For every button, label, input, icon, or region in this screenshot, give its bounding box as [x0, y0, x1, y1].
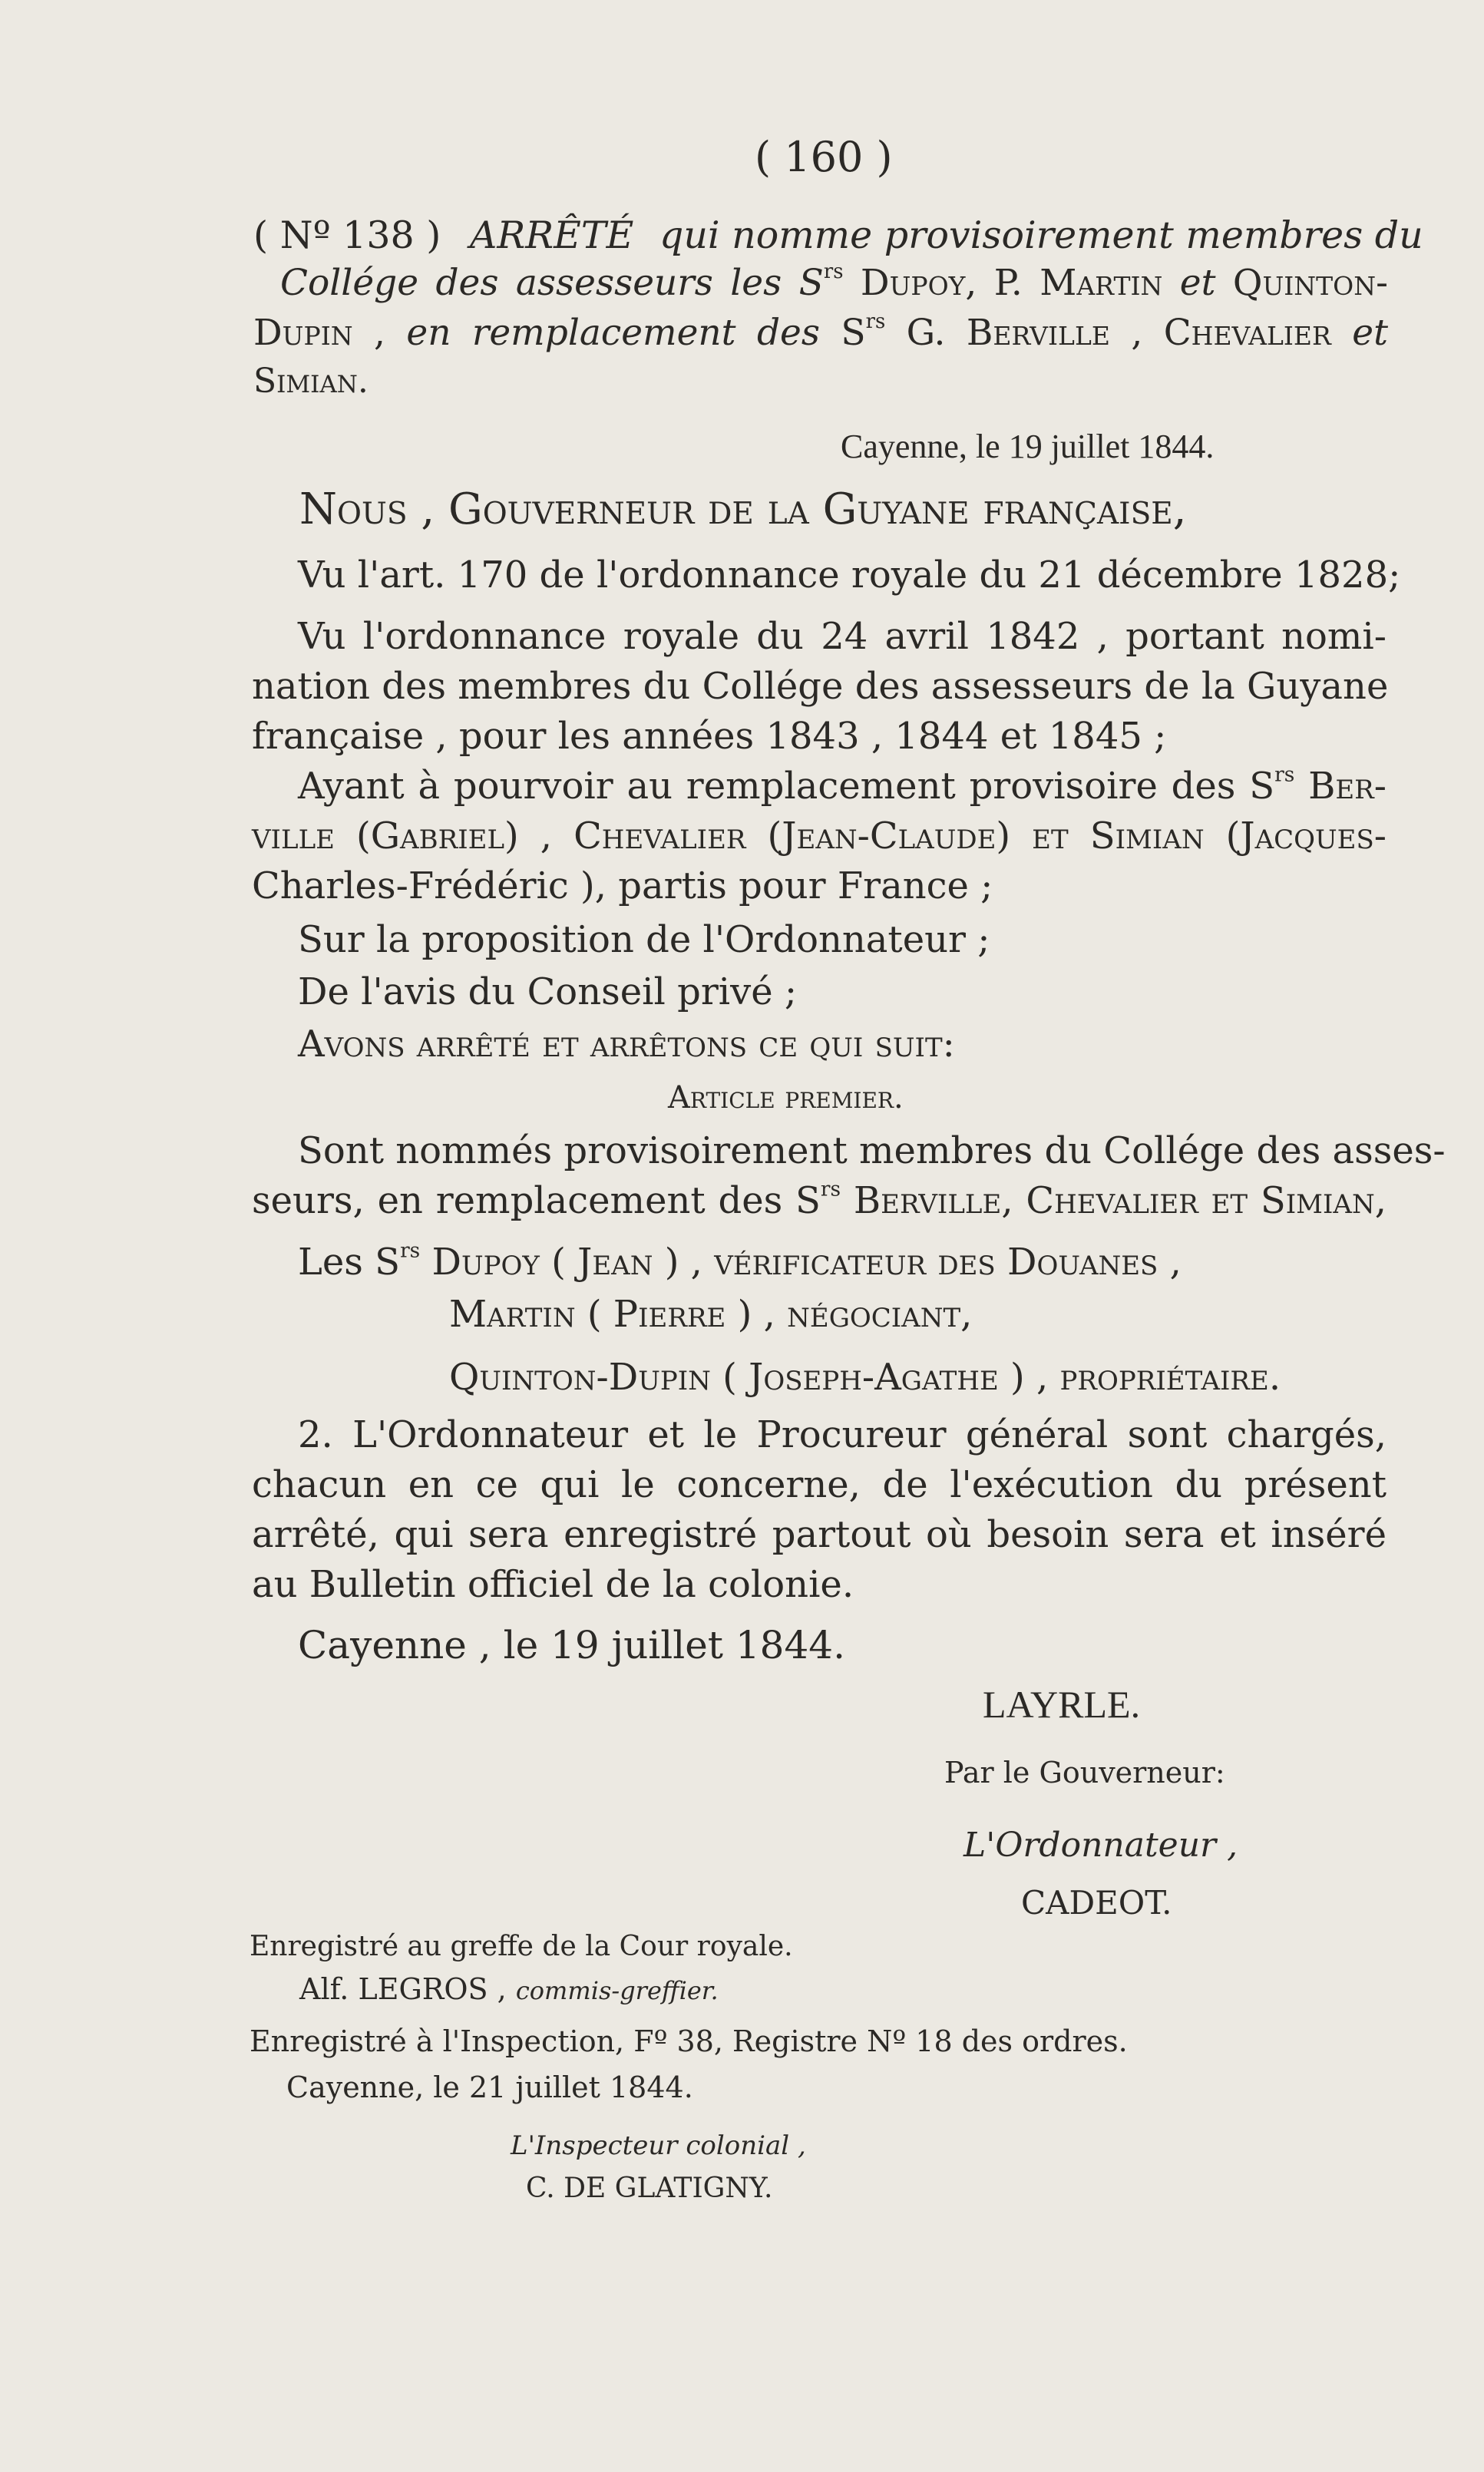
vu-2-line-1: Vu l'ordonnance royale du 24 avril 1842 , portant nomi- [298, 615, 1386, 658]
art1-names: Berville, Chevalier et Simian, [853, 1179, 1386, 1222]
title-conj-2: et [1352, 312, 1388, 354]
decree-title-line-1 [253, 213, 1423, 257]
inspecteur-title: L'Inspecteur colonial , [511, 2130, 806, 2161]
vu-2-line-3: française , pour les années 1843 , 1844 et 1845 ; [252, 715, 1167, 758]
appointee-quinton: Quinton-Dupin ( Joseph-Agathe ) , propriétaire. [449, 1356, 1281, 1399]
art1-text: seurs, en remplacement des S [252, 1179, 821, 1222]
art1-sup: rs [820, 1177, 841, 1201]
title-sup-1: rs [823, 260, 844, 284]
appointee-martin: Martin ( Pierre ) , négociant, [449, 1293, 973, 1336]
place-date: Cayenne, le 19 juillet 1844. [841, 428, 1215, 465]
signature-cadeot: CADEOT. [1021, 1884, 1172, 1922]
title-names-2: Quinton- [1232, 262, 1388, 304]
sur-proposition: Sur la proposition de l'Ordonnateur ; [298, 918, 990, 961]
article-1-line-2 [252, 1177, 1386, 1222]
legros-title: commis-greffier. [515, 1976, 719, 2005]
article-2-line-1: 2. L'Ordonnateur et le Procureur général sont chargés, [298, 1413, 1386, 1456]
vu-1: Vu l'art. 170 de l'ordonnance royale du 21 décembre 1828; [298, 554, 1401, 597]
decree-type: ARRÊTÉ [469, 213, 634, 257]
title-names-4: G. Berville , Chevalier [906, 312, 1331, 354]
decree-title-text: qui nomme provisoirement membres du [659, 213, 1423, 257]
les-text: Les S [298, 1241, 401, 1284]
ayant-line-1 [298, 762, 1386, 808]
closing-date: Cayenne , le 19 juillet 1844. [298, 1623, 845, 1667]
title-conj-1: et [1179, 262, 1216, 304]
dupoy-text: Dupoy ( Jean ) , vérificateur des Douanes , [431, 1241, 1182, 1284]
ayant-text-1: Ayant à pourvoir au remplacement provisoire des S [298, 765, 1275, 808]
les-sup: rs [400, 1238, 421, 1263]
preamble: Nous , Gouverneur de la Guyane française, [299, 484, 1187, 534]
ayant-line-2: ville (Gabriel) , Chevalier (Jean-Claude) et Simian (Jacques- [252, 815, 1386, 858]
ordonnateur-title: L'Ordonnateur , [963, 1826, 1238, 1865]
title-text-2a: Collége des assesseurs les S [280, 262, 824, 304]
title-names-3: Dupin , [253, 312, 385, 354]
decree-number: ( Nº 138 ) [253, 213, 441, 257]
decree-title-line-3 [253, 310, 1388, 354]
registry-date: Cayenne, le 21 juillet 1844. [286, 2070, 693, 2104]
avis-conseil: De l'avis du Conseil privé ; [298, 970, 798, 1013]
article-2-line-2: chacun en ce qui le concerne, de l'exécution du présent [252, 1463, 1386, 1506]
registry-greffe: Enregistré au greffe de la Cour royale. [250, 1931, 793, 1962]
article-heading: Article premier. [668, 1080, 904, 1115]
article-2-line-4: au Bulletin officiel de la colonie. [252, 1563, 854, 1606]
title-sup-2: rs [865, 310, 886, 334]
article-2-line-3: arrêté, qui sera enregistré partout où besoin sera et inséré [252, 1513, 1386, 1556]
par-le-gouverneur: Par le Gouverneur: [944, 1756, 1225, 1790]
article-1-line-1: Sont nommés provisoirement membres du Collége des asses- [298, 1129, 1446, 1172]
ayant-name: Ber- [1308, 765, 1386, 808]
title-text-3c: S [841, 312, 866, 354]
decree-title-line-2 [280, 260, 1388, 304]
signature-layrle: LAYRLE. [983, 1683, 1141, 1726]
decree-title-line-4: Simian. [253, 362, 369, 401]
registry-legros [299, 1972, 719, 2006]
avons-arrete: Avons arrêté et arrêtons ce qui suit: [298, 1023, 955, 1066]
vu-2-line-2: nation des membres du Collége des assesseurs de la Guyane [252, 665, 1389, 708]
appointee-dupoy [298, 1238, 1182, 1284]
ayant-line-3: Charles-Frédéric ), partis pour France ; [252, 864, 993, 907]
ayant-sup: rs [1274, 762, 1295, 787]
title-text-3b: en remplacement des [406, 312, 820, 354]
title-names-1: Dupoy, P. Martin [860, 262, 1163, 304]
signature-glatigny: C. DE GLATIGNY. [526, 2173, 773, 2204]
legros-name: Alf. LEGROS , [299, 1972, 507, 2006]
page-number: ( 160 ) [755, 133, 893, 181]
registry-inspection: Enregistré à l'Inspection, Fº 38, Registre Nº 18 des ordres. [250, 2024, 1128, 2058]
